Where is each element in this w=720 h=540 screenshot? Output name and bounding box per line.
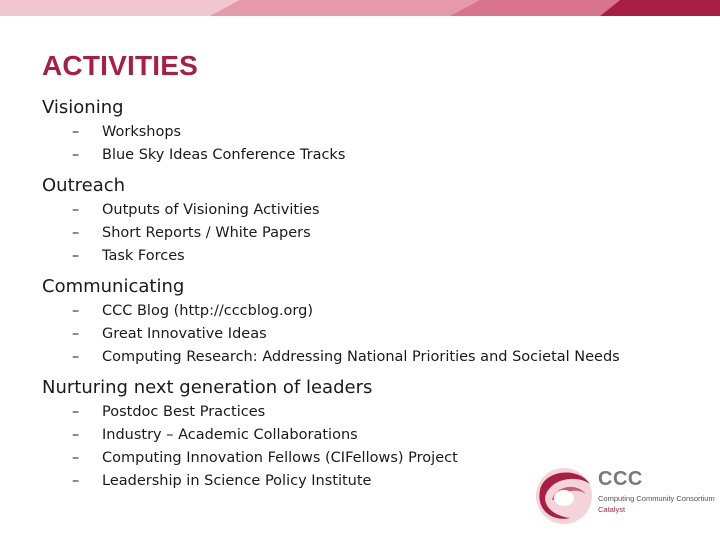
list-item [72, 346, 702, 369]
dash-bullet: – [72, 473, 80, 489]
logo-abbreviation: CCC [598, 468, 643, 490]
item-text: Leadership in Science Policy Institute [102, 473, 372, 489]
item-text: Computing Innovation Fellows (CIFellows) Project [102, 450, 458, 466]
section-communicating [42, 274, 702, 369]
list-item [72, 121, 702, 144]
slide-title: ACTIVITIES [42, 50, 199, 81]
list-item [72, 245, 702, 268]
list-item [72, 222, 702, 245]
dash-bullet: – [72, 147, 80, 163]
item-text: Computing Research: Addressing National Priorities and Societal Needs [102, 349, 620, 365]
header-banner [0, 0, 720, 16]
list-item [72, 199, 702, 222]
logo-name: Computing Community Consortium [598, 494, 715, 503]
item-text: Short Reports / White Papers [102, 225, 311, 241]
list-item [72, 323, 702, 346]
item-text: CCC Blog (http://cccblog.org) [102, 303, 313, 319]
list-item [72, 401, 702, 424]
dash-bullet: – [72, 326, 80, 342]
dash-bullet: – [72, 124, 80, 140]
dash-bullet: – [72, 225, 80, 241]
ccc-logo-mark-icon [530, 460, 598, 528]
dash-bullet: – [72, 450, 80, 466]
section-label: Nurturing next generation of leaders [42, 377, 373, 398]
item-text: Outputs of Visioning Activities [102, 202, 320, 218]
section-label: Visioning [42, 97, 124, 118]
banner-decoration [0, 0, 720, 16]
item-text: Postdoc Best Practices [102, 404, 266, 420]
dash-bullet: – [72, 202, 80, 218]
logo-subtitle: Catalyst [598, 505, 626, 514]
section-visioning [42, 95, 702, 167]
item-text: Great Innovative Ideas [102, 326, 267, 342]
item-text: Industry – Academic Collaborations [102, 427, 358, 443]
list-item [72, 144, 702, 167]
dash-bullet: – [72, 427, 80, 443]
section-outreach [42, 173, 702, 268]
dash-bullet: – [72, 303, 80, 319]
list-item [72, 300, 702, 323]
dash-bullet: – [72, 248, 80, 264]
section-label: Outreach [42, 175, 126, 196]
dash-bullet: – [72, 349, 80, 365]
item-text: Task Forces [102, 248, 185, 264]
dash-bullet: – [72, 404, 80, 420]
section-label: Communicating [42, 276, 185, 297]
item-text: Blue Sky Ideas Conference Tracks [102, 147, 346, 163]
list-item [72, 424, 702, 447]
ccc-logo [530, 460, 715, 530]
item-text: Workshops [102, 124, 182, 140]
activities-outline [42, 95, 702, 499]
